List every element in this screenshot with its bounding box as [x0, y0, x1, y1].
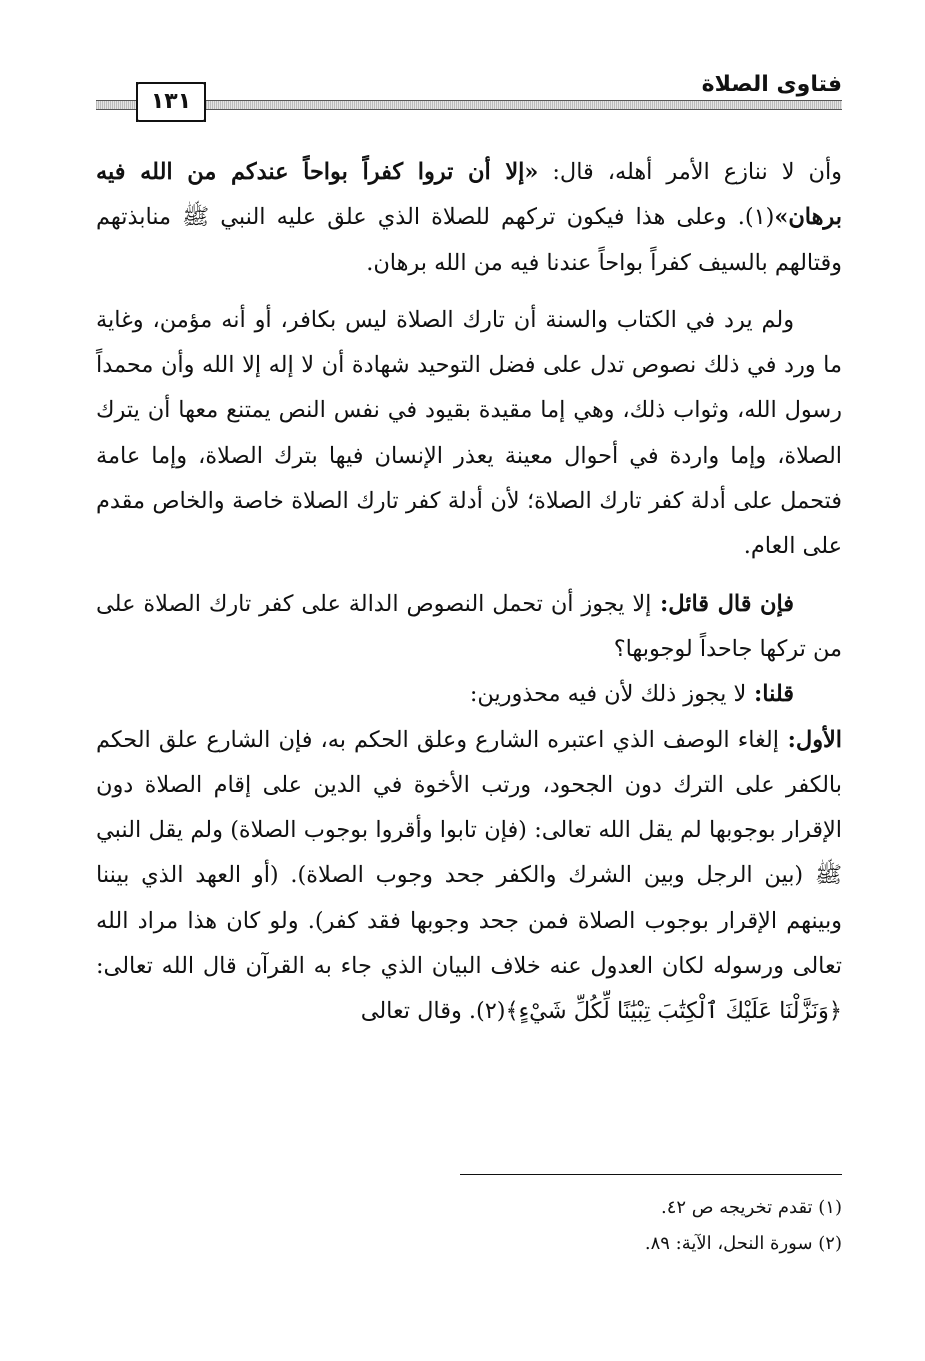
bold-text-segment: «إلا أن تروا كفراً بواحاً عندكم من الله فيه [96, 159, 539, 185]
text-segment: إلا يجوز أن تحمل النصوص الدالة على كفر تارك [208, 590, 652, 617]
text-segment: والكفر جحد وجوب الصلاة). (أو العهد الذي بيننا وبينهم الإقرار [96, 862, 842, 934]
text-segment: لا يجوز ذلك لأن فيه محذورين: [469, 681, 747, 708]
footnote-1: (١) تقدم تخريجه ص ٤٢. [661, 1197, 842, 1218]
running-title: فتاوى الصلاة [690, 70, 842, 100]
text-segment: وأن لا ننازع الأمر أهله، قال: [538, 159, 842, 185]
text-segment: منابذتهم وقتالهم بالسيف كفراً بواحاً عندنا فيه من الله برهان. [96, 204, 842, 276]
bold-text-segment: قلنا: [746, 681, 794, 708]
page-header [96, 70, 842, 116]
main-text [96, 150, 842, 1035]
text-segment: الصلاة؛ لأن أدلة كفر تارك الصلاة خاصة والخاص مقدم على العام. [96, 488, 842, 560]
bold-text-segment: برهان» [774, 204, 843, 231]
footnote-2: (٢) سورة النحل، الآية: ٨٩. [644, 1233, 842, 1254]
footnotes [460, 1190, 842, 1262]
paragraph [96, 582, 842, 673]
text-segment: في نفس النص يمتنع معها أن يترك الصلاة، وإما واردة في أحوال معينة [96, 397, 842, 469]
text-segment: لا إله إلا الله وأن محمداً رسول الله، وثواب ذلك، وهي إما مقيدة بقيود [96, 352, 842, 424]
text-segment: الصلاة على من تركها جاحداً لوجوبها؟ [96, 590, 842, 662]
page-number: ١٣١ [136, 82, 206, 122]
text-segment: مؤمن، وغاية ما ورد في ذلك نصوص تدل على فضل التوحيد شهادة أن [96, 306, 842, 379]
paragraph [96, 150, 842, 286]
footnote-rule [460, 1174, 842, 1175]
text-segment: الشارع علق الحكم بالكفر على الترك دون الجحود، ورتب الأخوة في [96, 726, 842, 798]
paragraph [96, 298, 842, 570]
text-segment: يعذر الإنسان فيها بترك الصلاة، وإما عامة فتحمل على أدلة كفر تارك [96, 442, 842, 515]
text-segment: ولم يرد في الكتاب والسنة أن تارك الصلاة ليس بكافر، أو أنه [221, 306, 795, 333]
text-segment: تعالى: ﴿وَنَزَّلْنَا عَلَيْكَ ٱلْكِتَٰبَ تِبْيَٰنًا لِّكُلِّ شَيْءٍ﴾(٢). وقال تعالى [96, 953, 842, 1025]
header-rule [96, 100, 842, 110]
bold-text-segment: الأول: [778, 726, 843, 753]
text-segment: (١). وعلى هذا فيكون تركهم للصلاة الذي علق عليه النبي ﷺ [182, 204, 775, 231]
text-segment: تعالى ورسوله لكان العدول عنه خلاف البيان الذي جاء به القرآن قال الله [161, 953, 842, 980]
text-segment: بوجوب الصلاة فمن جحد وجوبها فقد كفر). ولو كان هذا مراد الله [96, 907, 709, 934]
text-segment: الدين على إقام الصلاة دون الإقرار بوجوبها لم يقل الله تعالى: (فإن [96, 771, 842, 844]
paragraph [96, 718, 842, 1035]
text-segment: إلغاء الوصف الذي اعتبره الشارع وعلق الحكم به، فإن [278, 726, 779, 753]
bold-text-segment: فإن قال قائل: [651, 590, 794, 617]
paragraph [96, 672, 842, 717]
text-segment: تابوا وأقروا بوجوب الصلاة) ولم يقل النبي ﷺ (بين الرجل وبين الشرك [96, 817, 842, 889]
